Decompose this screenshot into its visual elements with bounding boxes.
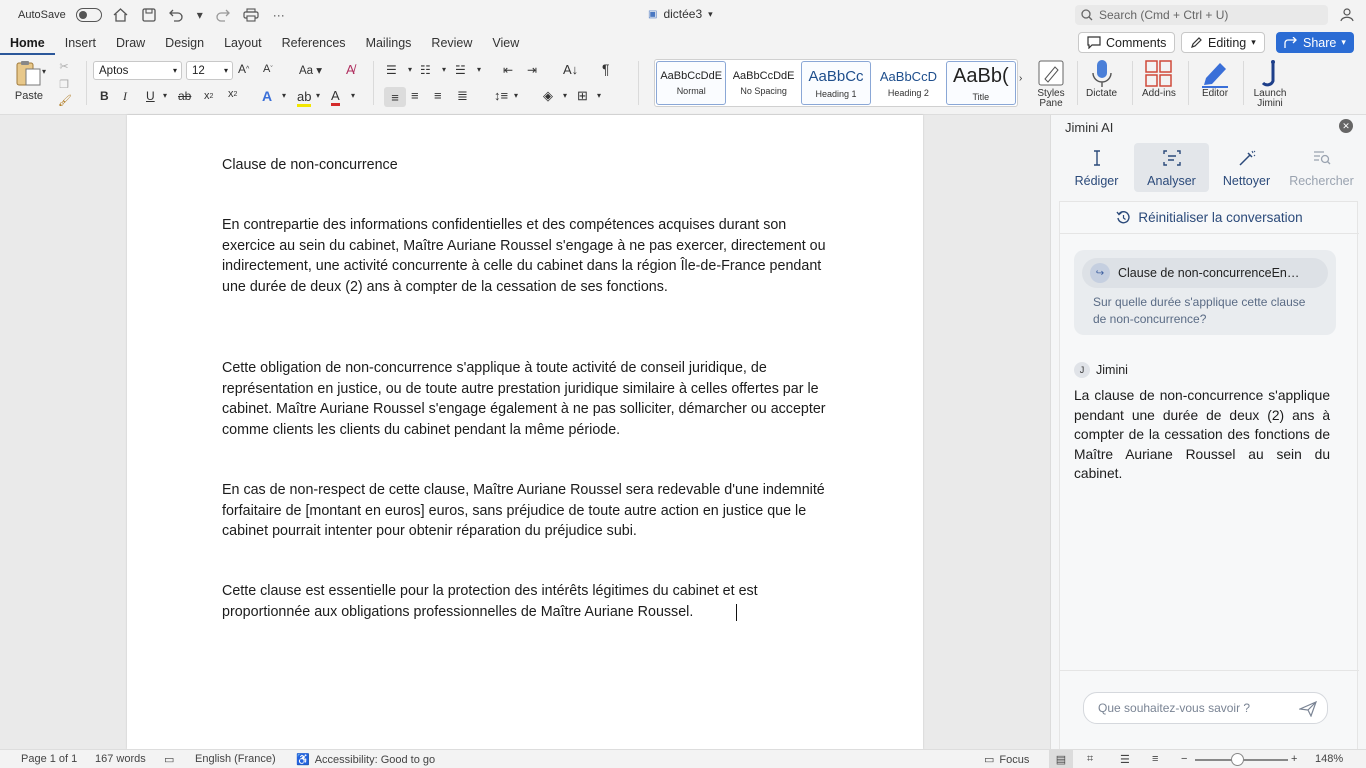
tab-references[interactable]: References bbox=[281, 36, 346, 50]
editor-label: Editor bbox=[1201, 88, 1229, 99]
bullets-dropdown-icon[interactable]: ▾ bbox=[408, 65, 413, 74]
focus-icon: ▭ bbox=[984, 754, 995, 766]
word-count[interactable]: 167 words bbox=[95, 753, 146, 765]
editing-label: Editing bbox=[1208, 35, 1247, 50]
line-spacing-icon[interactable]: ↕≡ bbox=[494, 88, 509, 103]
editor-pen-icon bbox=[1200, 59, 1230, 89]
document-workspace bbox=[0, 115, 1050, 749]
font-name-select[interactable] bbox=[93, 61, 182, 80]
search-placeholder: Search (Cmd + Ctrl + U) bbox=[1099, 8, 1229, 22]
jimini-side-panel bbox=[1050, 115, 1366, 749]
numbering-icon[interactable]: ☷ bbox=[420, 63, 431, 77]
bold-icon[interactable]: B bbox=[100, 89, 109, 103]
tab-insert[interactable]: Insert bbox=[64, 36, 96, 50]
shrink-font-icon[interactable]: A ˇ bbox=[263, 63, 273, 75]
quoted-selection[interactable] bbox=[1082, 258, 1328, 288]
jimini-avatar-icon: J bbox=[1074, 362, 1090, 378]
document-paragraph[interactable]: Cette obligation de non-concurrence s'applique à toute activité de conseil juridique, de représentation en justice, ou de toute autre prestation juridique similaire à celles offertes par le cabinet. Maître Auriane Roussel s'engage également à ne pas solliciter, démarcher ou accepter comme clients les clients du cabinet pendant la même période. bbox=[222, 360, 826, 438]
styles-pane-icon bbox=[1037, 59, 1065, 87]
more-icon[interactable]: ··· bbox=[272, 8, 285, 22]
format-painter-icon[interactable]: 🖌 bbox=[58, 94, 72, 107]
share-button[interactable] bbox=[1276, 32, 1354, 53]
tab-view[interactable]: View bbox=[492, 36, 520, 50]
tab-draw[interactable]: Draw bbox=[116, 36, 146, 50]
chevron-down-icon: ▾ bbox=[708, 8, 713, 19]
document-paragraph[interactable]: Cette clause est essentielle pour la protection des intérêts légitimes du cabinet et est proportionnée aux obligations professionnelles de Maître Auriane Roussel. bbox=[222, 583, 758, 620]
jimini-logo-icon bbox=[1255, 59, 1285, 89]
cut-icon[interactable]: ✂ bbox=[59, 60, 69, 73]
style-sample: AaBb( bbox=[953, 64, 1009, 87]
styles-gallery bbox=[654, 59, 1018, 107]
chevron-down-icon: ▾ bbox=[1341, 37, 1346, 47]
proofing-icon[interactable]: ▭ bbox=[164, 754, 175, 766]
styles-pane-button[interactable] bbox=[1034, 59, 1068, 109]
styles-pane-label: Styles Pane bbox=[1037, 88, 1065, 109]
zoom-in-icon[interactable]: + bbox=[1291, 753, 1298, 765]
panel-tabs bbox=[1059, 143, 1359, 193]
highlight-icon[interactable]: ab bbox=[297, 89, 311, 107]
paste-button[interactable] bbox=[14, 59, 47, 102]
tab-analyser[interactable] bbox=[1134, 143, 1209, 192]
clear-formatting-icon[interactable]: A̸ bbox=[346, 62, 355, 77]
tab-mailings[interactable]: Mailings bbox=[365, 36, 412, 50]
tab-label: Analyser bbox=[1147, 174, 1196, 188]
focus-button[interactable] bbox=[984, 753, 1029, 766]
increase-indent-icon[interactable]: ⇥ bbox=[527, 63, 538, 77]
home-icon[interactable] bbox=[112, 6, 130, 24]
style-no-spacing[interactable] bbox=[728, 61, 798, 105]
chat-area bbox=[1059, 201, 1358, 749]
style-sample: AaBbCcDdE bbox=[732, 70, 795, 82]
close-icon[interactable]: ✕ bbox=[1339, 119, 1353, 133]
send-icon[interactable] bbox=[1299, 701, 1317, 720]
decrease-indent-icon[interactable]: ⇤ bbox=[503, 63, 514, 77]
zoom-out-icon[interactable]: − bbox=[1181, 753, 1188, 765]
align-left-icon[interactable]: ≡ bbox=[384, 87, 406, 107]
comment-icon bbox=[1087, 36, 1101, 49]
font-name-value: Aptos bbox=[99, 64, 129, 77]
bot-answer: La clause de non-concurrence s'applique pendant une durée de deux (2) ans à compter de la cessation des fonctions de Maître Auriane Roussel au sein du cabinet. bbox=[1074, 388, 1330, 481]
comments-button[interactable] bbox=[1078, 32, 1175, 53]
addins-icon bbox=[1144, 59, 1174, 89]
launch-jimini-button[interactable] bbox=[1250, 59, 1290, 109]
numbering-dropdown-icon[interactable]: ▾ bbox=[442, 65, 447, 74]
style-sample: AaBbCcD bbox=[879, 68, 937, 84]
text-cursor-icon bbox=[1090, 150, 1104, 166]
accessibility-status[interactable] bbox=[296, 753, 435, 766]
text-cursor bbox=[736, 604, 737, 621]
accessibility-label: Accessibility: Good to go bbox=[314, 753, 436, 766]
tab-layout[interactable]: Layout bbox=[224, 36, 262, 50]
strikethrough-icon[interactable]: ab bbox=[178, 89, 192, 103]
ribbon bbox=[0, 55, 1366, 115]
share-label: Share bbox=[1303, 35, 1337, 50]
align-center-icon[interactable]: ≡ bbox=[411, 88, 419, 103]
clipboard-icon bbox=[14, 59, 47, 87]
quote-text: Clause de non-concurrenceEn… bbox=[1118, 266, 1300, 280]
dictate-label: Dictate bbox=[1086, 88, 1118, 99]
reset-label: Réinitialiser la conversation bbox=[1138, 210, 1303, 225]
font-color-icon[interactable]: A bbox=[331, 88, 340, 106]
style-name: Heading 1 bbox=[815, 88, 857, 99]
scan-text-icon bbox=[1163, 150, 1181, 166]
tab-rechercher[interactable] bbox=[1284, 143, 1359, 192]
underline-dropdown-icon[interactable]: ▾ bbox=[163, 91, 168, 100]
grow-font-icon[interactable]: A ^ bbox=[238, 62, 250, 76]
panel-title: Jimini AI bbox=[1065, 120, 1114, 135]
chevron-down-icon: ▾ bbox=[1251, 37, 1256, 47]
share-icon bbox=[1284, 37, 1298, 49]
redo-icon[interactable] bbox=[214, 6, 232, 24]
style-name: Heading 2 bbox=[887, 87, 929, 98]
styles-more-icon[interactable]: › bbox=[1019, 73, 1023, 84]
bot-header bbox=[1074, 362, 1128, 378]
style-title[interactable] bbox=[946, 61, 1016, 105]
italic-icon[interactable]: I bbox=[123, 89, 127, 103]
user-question: Sur quelle durée s'applique cette clause de non-concurrence? bbox=[1093, 295, 1306, 326]
page-count[interactable]: Page 1 of 1 bbox=[21, 753, 78, 765]
style-heading-1[interactable] bbox=[801, 61, 871, 105]
microphone-icon bbox=[1088, 59, 1116, 89]
autosave-label: AutoSave bbox=[18, 9, 66, 21]
tab-label: Rédiger bbox=[1074, 174, 1119, 188]
tab-design[interactable]: Design bbox=[165, 36, 205, 50]
search-icon bbox=[1081, 9, 1093, 21]
tab-home[interactable]: Home bbox=[0, 33, 55, 55]
style-name: No Spacing bbox=[740, 86, 787, 96]
print-icon[interactable] bbox=[242, 6, 260, 24]
multilevel-list-icon[interactable]: ☱ bbox=[455, 63, 466, 77]
subscript-icon[interactable]: x 2 bbox=[204, 90, 214, 102]
zoom-level[interactable]: 148% bbox=[1315, 753, 1344, 765]
title-bar bbox=[0, 0, 1366, 30]
paste-dropdown-icon[interactable]: ▾ bbox=[42, 67, 47, 76]
style-name: Title bbox=[972, 91, 990, 102]
launch-jimini-label: Launch Jimini bbox=[1253, 88, 1287, 109]
borders-icon[interactable]: ⊞ bbox=[577, 88, 588, 103]
web-layout-icon[interactable]: ⌗ bbox=[1087, 753, 1094, 765]
font-color-dropdown-icon[interactable]: ▾ bbox=[351, 91, 356, 100]
document-title-text: dictée3 bbox=[663, 7, 703, 21]
question-placeholder: Que souhaitez-vous savoir ? bbox=[1098, 701, 1251, 715]
shading-icon[interactable]: ◈ bbox=[543, 88, 553, 103]
dictate-button[interactable] bbox=[1086, 59, 1117, 99]
accessibility-icon: ♿ bbox=[296, 754, 310, 766]
zoom-slider-handle[interactable] bbox=[1231, 753, 1244, 766]
editor-button[interactable] bbox=[1200, 59, 1230, 99]
text-effects-icon[interactable]: A bbox=[262, 88, 273, 104]
document-heading[interactable]: Clause de non-concurrence bbox=[222, 157, 398, 173]
undo-icon[interactable] bbox=[168, 6, 186, 24]
search-input[interactable] bbox=[1075, 5, 1328, 25]
align-right-icon[interactable]: ≡ bbox=[434, 88, 442, 103]
addins-label: Add-ins bbox=[1142, 88, 1176, 99]
magic-wand-icon bbox=[1238, 150, 1256, 166]
style-name: Normal bbox=[676, 86, 706, 96]
sort-icon[interactable]: A↓ bbox=[563, 62, 579, 77]
document-paragraph[interactable]: En contrepartie des informations confidentielles et des compétences acquises durant son exercice au sein du cabinet, Maître Auriane Roussel s'engage à ne pas exercer, directement ou indirectement, une activité concurrente à celle du cabinet dans la région Île-de-France pendant une durée de deux (2) ans à compter de la cessation de ses fonctions. bbox=[222, 217, 826, 295]
tab-review[interactable]: Review bbox=[431, 36, 473, 50]
language-status[interactable]: English (France) bbox=[195, 753, 276, 765]
editing-mode-button[interactable] bbox=[1181, 32, 1265, 53]
line-spacing-dropdown-icon[interactable]: ▾ bbox=[514, 91, 519, 100]
status-bar bbox=[0, 749, 1366, 768]
copy-icon[interactable]: ❐ bbox=[59, 78, 69, 91]
chevron-down-icon: ▾ bbox=[223, 66, 228, 75]
superscript-icon[interactable]: x 2 bbox=[228, 88, 238, 100]
style-heading-2[interactable] bbox=[873, 61, 943, 105]
focus-label: Focus bbox=[999, 753, 1030, 766]
borders-dropdown-icon[interactable]: ▾ bbox=[597, 91, 602, 100]
tab-nettoyer[interactable] bbox=[1209, 143, 1284, 192]
multilevel-dropdown-icon[interactable]: ▾ bbox=[477, 65, 482, 74]
paste-label: Paste bbox=[14, 90, 44, 102]
bullets-icon[interactable]: ☰ bbox=[386, 63, 397, 77]
pencil-icon bbox=[1190, 36, 1203, 49]
search-doc-icon bbox=[1313, 150, 1331, 166]
reset-icon bbox=[1116, 210, 1131, 225]
document-paragraph[interactable]: En cas de non-respect de cette clause, Maître Auriane Roussel sera redevable d'une indemnité forfaitaire de [montant en euros] euros, sans préjudice de toute autre action en justice que le cabinet pourrait intenter pour obtenir réparation du préjudice subi. bbox=[222, 482, 825, 540]
document-page[interactable] bbox=[127, 115, 923, 749]
style-sample: AaBbCcDdE bbox=[660, 70, 723, 82]
style-sample: AaBbCc bbox=[808, 67, 864, 85]
tab-label: Nettoyer bbox=[1222, 174, 1271, 188]
outline-view-icon[interactable]: ☰ bbox=[1120, 754, 1130, 766]
reset-conversation-button[interactable] bbox=[1060, 202, 1359, 234]
draft-view-icon[interactable]: ≡ bbox=[1152, 753, 1159, 765]
show-marks-icon[interactable]: ¶ bbox=[602, 61, 610, 77]
document-icon: ▣ bbox=[648, 8, 658, 20]
tab-label: Rechercher bbox=[1289, 174, 1354, 188]
account-icon[interactable] bbox=[1340, 7, 1356, 26]
save-icon[interactable] bbox=[140, 6, 158, 24]
highlight-dropdown-icon[interactable]: ▾ bbox=[316, 91, 321, 100]
underline-icon[interactable]: U bbox=[146, 89, 155, 103]
style-normal[interactable] bbox=[656, 61, 726, 105]
quote-link-icon: ↪ bbox=[1090, 263, 1110, 283]
tab-rediger[interactable] bbox=[1059, 143, 1134, 192]
autosave-toggle[interactable] bbox=[76, 8, 102, 22]
text-effects-dropdown-icon[interactable]: ▾ bbox=[282, 91, 287, 100]
change-case-icon[interactable]: Aa ▾ bbox=[299, 65, 323, 77]
bot-name: Jimini bbox=[1096, 363, 1128, 377]
undo-dropdown-icon[interactable]: ▾ bbox=[196, 8, 203, 22]
chevron-down-icon: ▾ bbox=[172, 66, 177, 75]
justify-icon[interactable]: ≣ bbox=[457, 88, 468, 103]
print-layout-icon[interactable]: ▤ bbox=[1049, 750, 1073, 768]
document-title[interactable] bbox=[648, 7, 713, 21]
font-size-value: 12 bbox=[192, 64, 205, 77]
question-input[interactable] bbox=[1083, 692, 1328, 724]
font-size-select[interactable] bbox=[186, 61, 233, 80]
user-message bbox=[1074, 250, 1336, 335]
comments-label: Comments bbox=[1106, 35, 1167, 50]
shading-dropdown-icon[interactable]: ▾ bbox=[563, 91, 568, 100]
addins-button[interactable] bbox=[1142, 59, 1176, 99]
